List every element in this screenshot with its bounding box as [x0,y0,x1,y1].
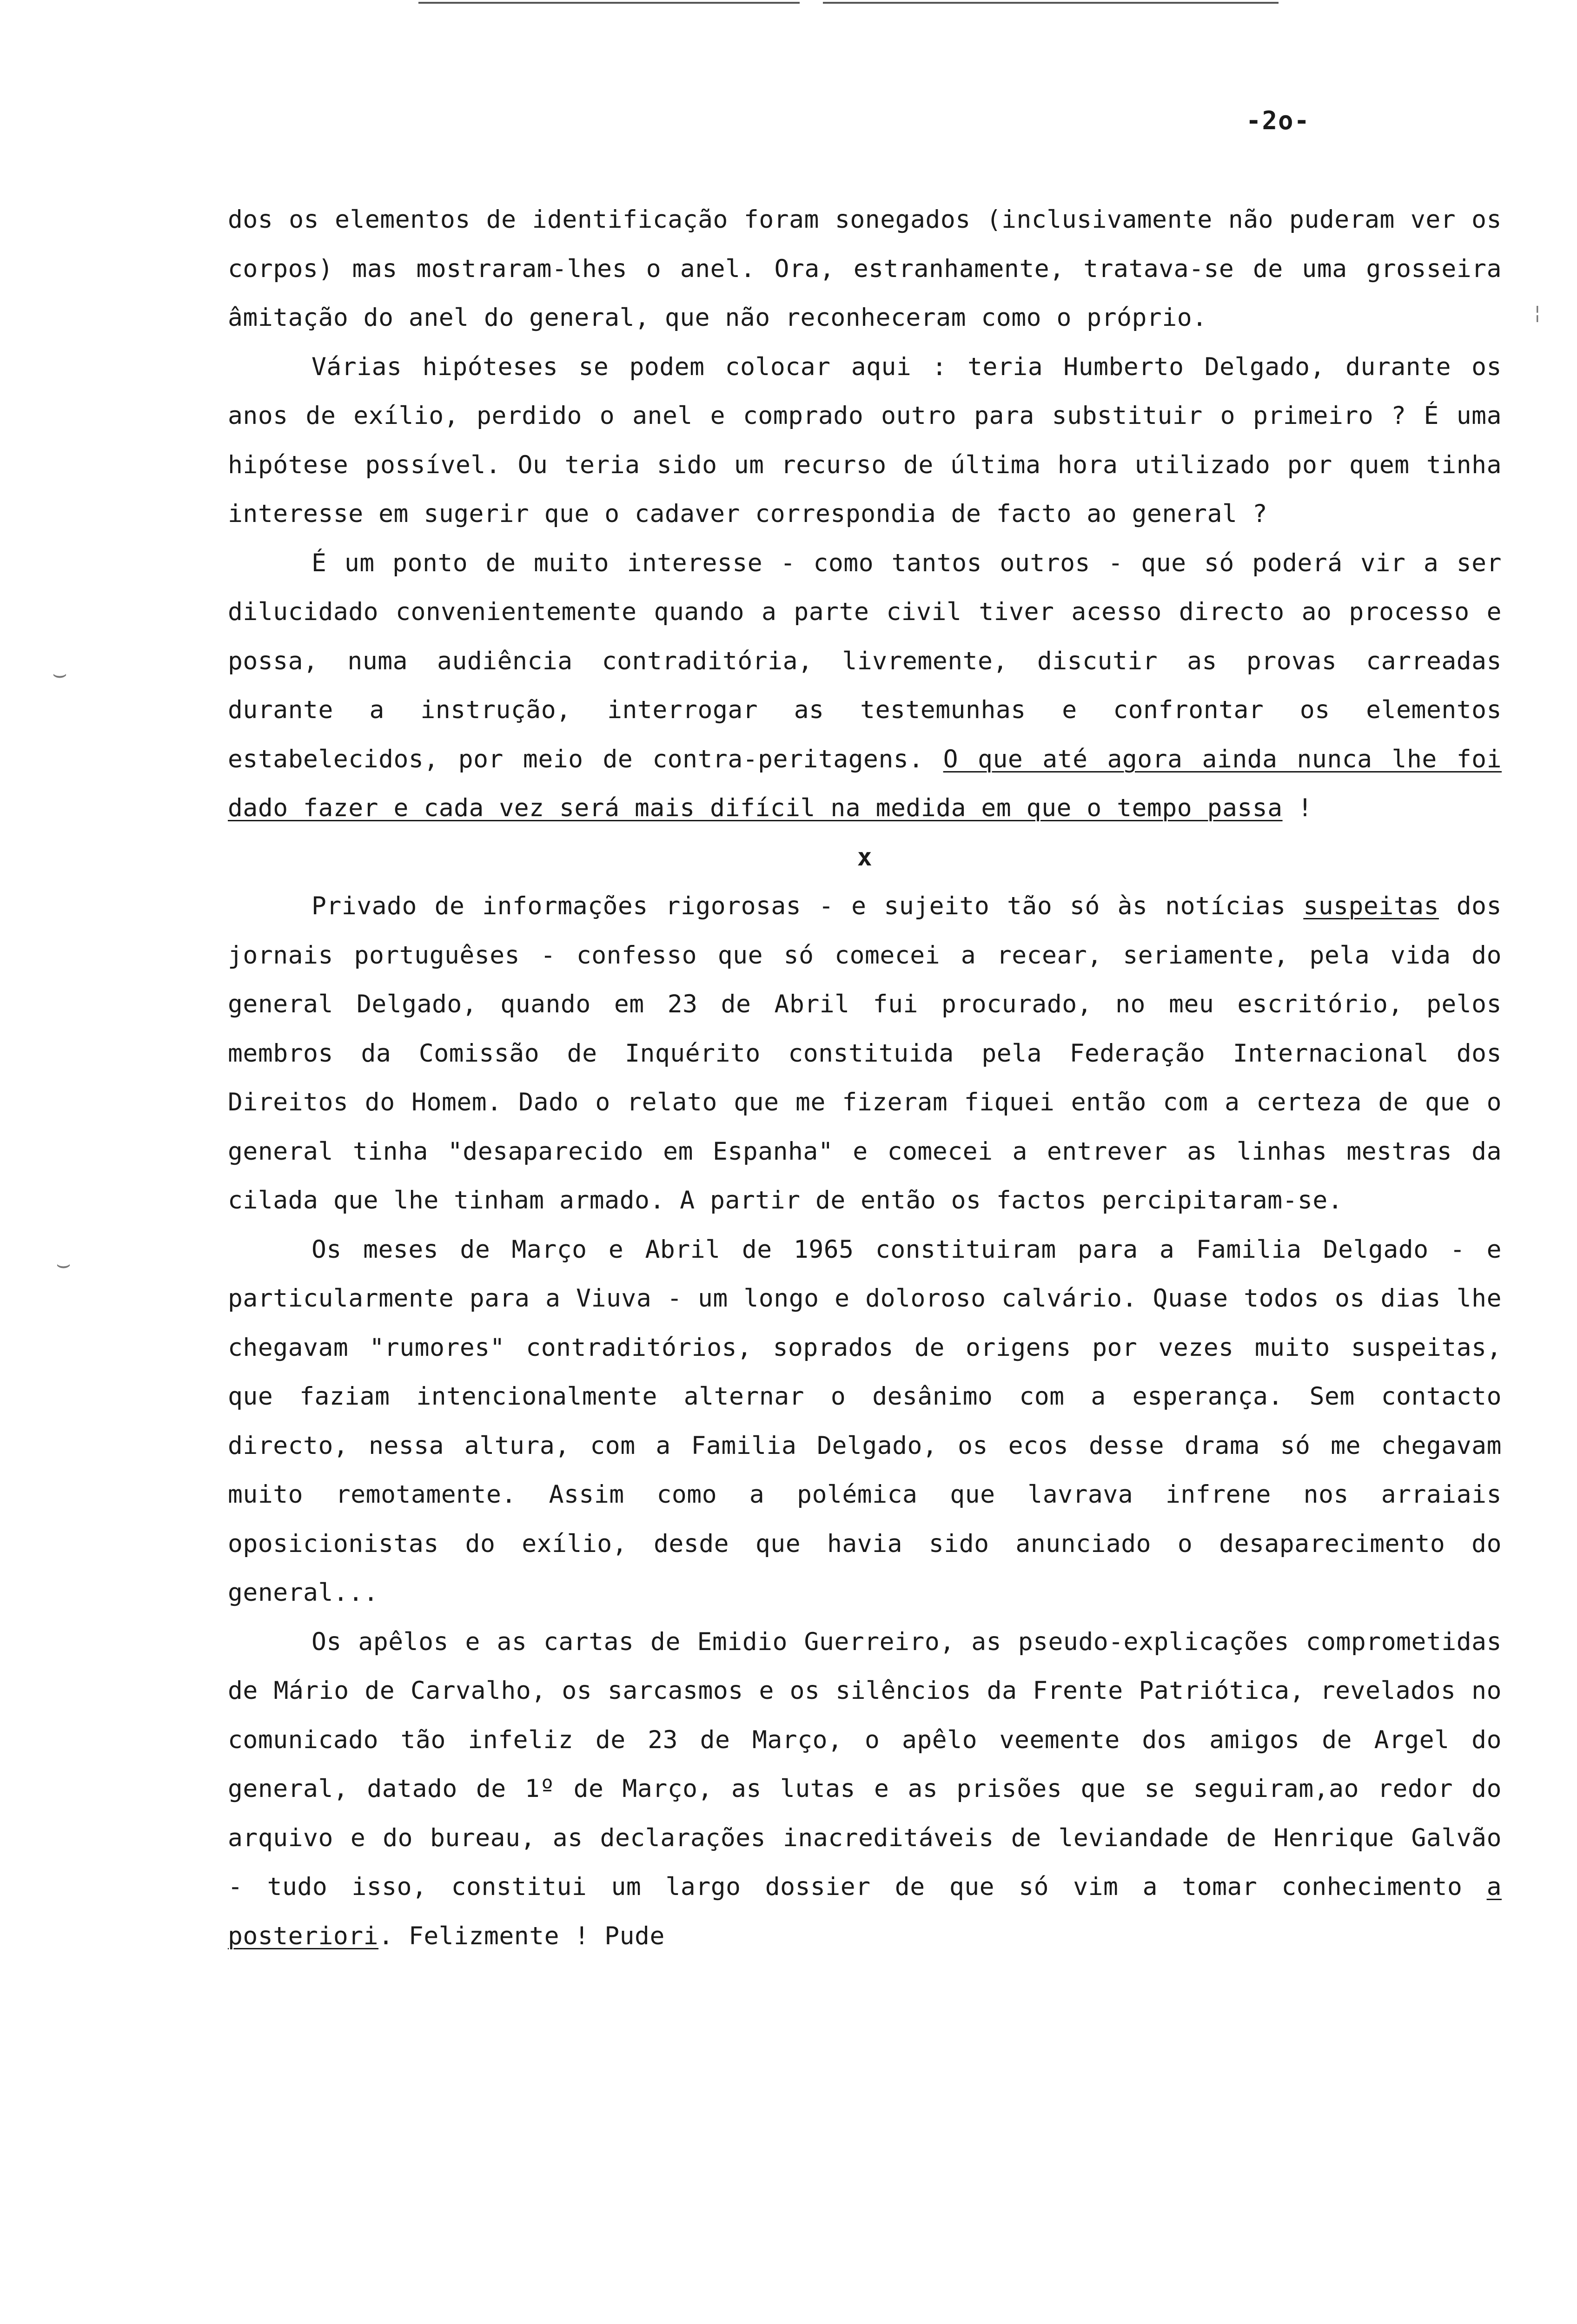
text-run: É um ponto de muito interesse - como tantos outros - que só poderá vir a ser dilucidado convenientemente quando a parte civil tiver acesso directo ao processo e possa, numa audiência contraditória, livremente, discutir as provas carreadas durante a instrução, interrogar as testemunhas e confrontar os elementos estabelecidos, por meio de contra-peritagens. [228,548,1502,773]
underlined-text: O que até agora ainda nunca lhe foi dado fazer e cada vez será mais difícil na medida em que o tempo passa [228,745,1502,822]
top-rule-right [823,2,1279,4]
text-run: ! [1282,794,1313,822]
top-rule-left [418,2,800,4]
text-run: Privado de informações rigorosas - e sujeito tão só às notícias [311,892,1304,920]
document-body [228,195,1502,1961]
page-number: -2o- [1246,106,1311,135]
paragraph-2 [228,343,1502,539]
paragraph-4 [228,882,1502,1225]
text-run: Os apêlos e as cartas de Emidio Guerreiro, as pseudo-explicações comprometidas de Mário de Carvalho, os sarcasmos e os silêncios da Frente Patriótica, revelados no comunicado tão infeliz de 23 de Março, o apêlo veemente dos amigos de Argel do general, datado de 1º de Março, as lutas e as prisões que se seguiram,ao redor do arquivo e do bureau, as declarações inacreditáveis de leviandade de Henrique Galvão - tudo isso, constitui um largo dossier de que só vim a tomar conhecimento [228,1627,1502,1901]
paragraph-1 [228,195,1502,343]
section-separator: x [857,843,873,872]
text-run: Várias hipóteses se podem colocar aqui : teria Humberto Delgado, durante os anos de exílio, perdido o anel e comprado outro para substituir o primeiro ? É uma hipótese possível. Ou teria sido um recurso de última hora utilizado por quem tinha interesse em sugerir que o cadaver correspondia de facto ao general ? [228,352,1502,528]
text-run: dos os elementos de identificação foram sonegados (inclusivamente não puderam ver os corpos) mas mostraram-lhes o anel. Ora, estranhamente, tratava-se de uma grosseira âmitação do anel do general, que não reconheceram como o próprio. [228,205,1502,332]
text-run: Os meses de Março e Abril de 1965 constituiram para a Familia Delgado - e particularmente para a Viuva - um longo e doloroso calvário. Quase todos os dias lhe chegavam "rumores" contraditórios, soprados de origens por vezes muito suspeitas, que faziam intencionalmente alternar o desânimo com a esperança. Sem contacto directo, nessa altura, com a Familia Delgado, os ecos desse drama só me chegavam muito remotamente. Assim como a polémica que lavrava infrene nos arraiais oposicionistas do exílio, desde que havia sido anunciado o desaparecimento do general... [228,1235,1502,1607]
paragraph-3 [228,539,1502,833]
underlined-text: suspeitas [1303,892,1439,920]
margin-hole-mark: ⌣ [56,1250,71,1277]
margin-tick-mark: ¦ [1534,302,1541,324]
margin-hole-mark: ⌣ [52,660,67,687]
text-run: . Felizmente ! Pude [378,1921,665,1950]
text-run: dos jornais portuguêses - confesso que só comecei a recear, seriamente, pela vida do general Delgado, quando em 23 de Abril fui procurado, no meu escritório, pelos membros da Comissão de Inquérito constituida pela Federação Internacional dos Direitos do Homem. Dado o relato que me fizeram fiquei então com a certeza de que o general tinha "desaparecido em Espanha" e comecei a entrever as linhas mestras da cilada que lhe tinham armado. A partir de então os factos percipitaram-se. [228,892,1502,1215]
underlined-text: a posteriori [228,1873,1502,1950]
paragraph-6 [228,1618,1502,1961]
paragraph-5 [228,1225,1502,1618]
